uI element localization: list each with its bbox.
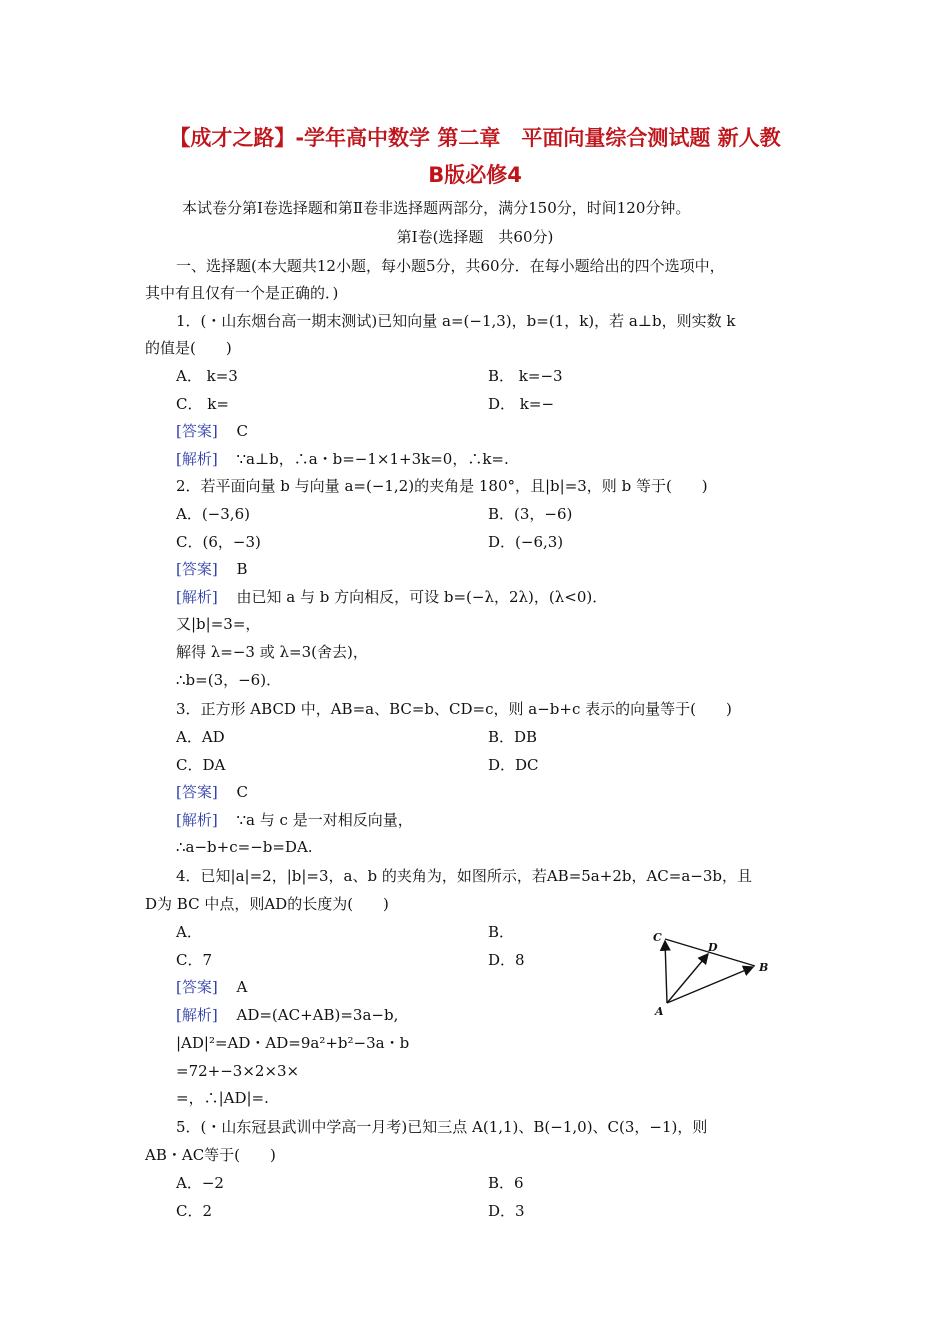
section-instructions-line2: 其中有且仅有一个是正确的．): [145, 284, 339, 302]
q5-stem-line1: 5．(・山东冠县武训中学高一月考)已知三点 A(1,1)、B(−1,0)、C(3，−1)，则: [176, 1118, 708, 1136]
q5-stem-line2: AB・AC等于( ): [145, 1146, 276, 1164]
answer-label: [答案]: [176, 978, 218, 996]
part1-heading: 第Ⅰ卷(选择题 共60分): [396, 228, 554, 246]
q1-option-d: D． k=−: [488, 395, 555, 413]
q4-analysis-row: [176, 1005, 398, 1025]
q4-option-c: C．7: [176, 951, 213, 969]
q2-option-a: A．(−3,6): [176, 505, 250, 523]
answer-label: [答案]: [176, 783, 218, 801]
q5-option-a: A．−2: [176, 1174, 224, 1192]
q3-option-d: D．DC: [488, 756, 539, 774]
q3-analysis-line2: ∴a−b+c=−b=DA.: [176, 838, 313, 856]
point-label-b: B: [759, 961, 769, 974]
q2-option-c: C．(6，−3): [176, 533, 261, 551]
analysis-label: [解析]: [176, 811, 218, 829]
q1-option-c: C． k=: [176, 395, 229, 413]
q1-option-b: B． k=−3: [488, 367, 563, 385]
q4-stem-line2: D为 BC 中点，则AD的长度为( ): [145, 895, 389, 913]
answer-label: [答案]: [176, 422, 218, 440]
point-label-d: D: [708, 941, 718, 954]
q4-answer-row: [176, 977, 247, 997]
q4-answer: A: [236, 978, 248, 996]
q2-analysis-line2: 又|b|=3=，: [176, 615, 261, 633]
q5-option-d: D．3: [488, 1202, 525, 1220]
point-label-a: A: [655, 1005, 664, 1018]
q2-stem-line1: 2．若平面向量 b 与向量 a=(−1,2)的夹角是 180°，且|b|=3，则 b 等于( ): [176, 477, 708, 495]
q4-analysis-line2: |AD|²=AD・AD=9a²+b²−3a・b: [176, 1034, 410, 1052]
q3-option-b: B．DB: [488, 728, 538, 746]
q2-option-b: B．(3，−6): [488, 505, 573, 523]
analysis-label: [解析]: [176, 1006, 218, 1024]
answer-label: [答案]: [176, 560, 218, 578]
q4-stem-line1: 4．已知|a|=2，|b|=3，a、b 的夹角为，如图所示，若AB=5a+2b，AC=a−3b，且: [176, 867, 753, 885]
q4-analysis-line3: =72+−3×2×3×: [176, 1062, 300, 1080]
q4-analysis-line4: =，∴|AD|=.: [176, 1089, 269, 1107]
q1-option-a: A． k=3: [176, 367, 238, 385]
q3-option-c: C．DA: [176, 756, 226, 774]
document-title-line2: B版必修4: [428, 163, 522, 187]
analysis-label: [解析]: [176, 450, 218, 468]
segment-ab: [667, 967, 753, 1003]
q3-option-a: A．AD: [176, 728, 225, 746]
q3-answer-row: [176, 782, 248, 802]
q4-option-b: B．: [488, 923, 515, 941]
q5-option-b: B．6: [488, 1174, 524, 1192]
q2-answer-row: [176, 559, 248, 579]
q4-option-d: D．8: [488, 951, 525, 969]
q1-answer: C: [236, 422, 248, 440]
document-title-line1: 【成才之路】-学年高中数学 第二章 平面向量综合测试题 新人教: [169, 126, 781, 150]
q2-analysis-row: [176, 587, 607, 607]
q1-stem-line1: 1．(・山东烟台高一期末测试)已知向量 a=(−1,3)，b=(1，k)，若 a⊥b，则实数 k: [176, 312, 736, 330]
point-label-c: C: [653, 931, 662, 944]
section-instructions-line1: 一、选择题(本大题共12小题，每小题5分，共60分．在每小题给出的四个选项中，: [176, 257, 725, 275]
q2-option-d: D．(−6,3): [488, 533, 564, 551]
q1-analysis-row: [176, 449, 509, 469]
q1-analysis-line1: ∵a⊥b，∴a・b=−1×1+3k=0，∴k=.: [236, 450, 509, 468]
q2-analysis-line1: 由已知 a 与 b 方向相反，可设 b=(−λ，2λ)，(λ<0)．: [236, 588, 608, 606]
segment-ad: [667, 954, 708, 1003]
q4-analysis-line1: AD=(AC+AB)=3a−b,: [236, 1006, 399, 1024]
q2-analysis-line4: ∴b=(3，−6)．: [176, 671, 282, 689]
triangle-vector-figure: [645, 925, 785, 1020]
q1-stem-line2: 的值是( ): [145, 339, 232, 357]
segment-ac: [665, 941, 667, 1003]
exam-intro: 本试卷分第Ⅰ卷选择题和第Ⅱ卷非选择题两部分，满分150分，时间120分钟。: [182, 199, 691, 217]
analysis-label: [解析]: [176, 588, 218, 606]
q2-analysis-line3: 解得 λ=−3 或 λ=3(舍去)，: [176, 643, 368, 661]
q2-answer: B: [236, 560, 248, 578]
q4-option-a: A．: [176, 923, 202, 941]
q3-answer: C: [236, 783, 248, 801]
q5-option-c: C．2: [176, 1202, 213, 1220]
q3-stem-line1: 3．正方形 ABCD 中，AB=a、BC=b、CD=c，则 a−b+c 表示的向量等于( ): [176, 700, 732, 718]
q1-answer-row: [176, 421, 248, 441]
q3-analysis-line1: ∵a 与 c 是一对相反向量，: [236, 811, 413, 829]
q3-analysis-row: [176, 810, 413, 830]
